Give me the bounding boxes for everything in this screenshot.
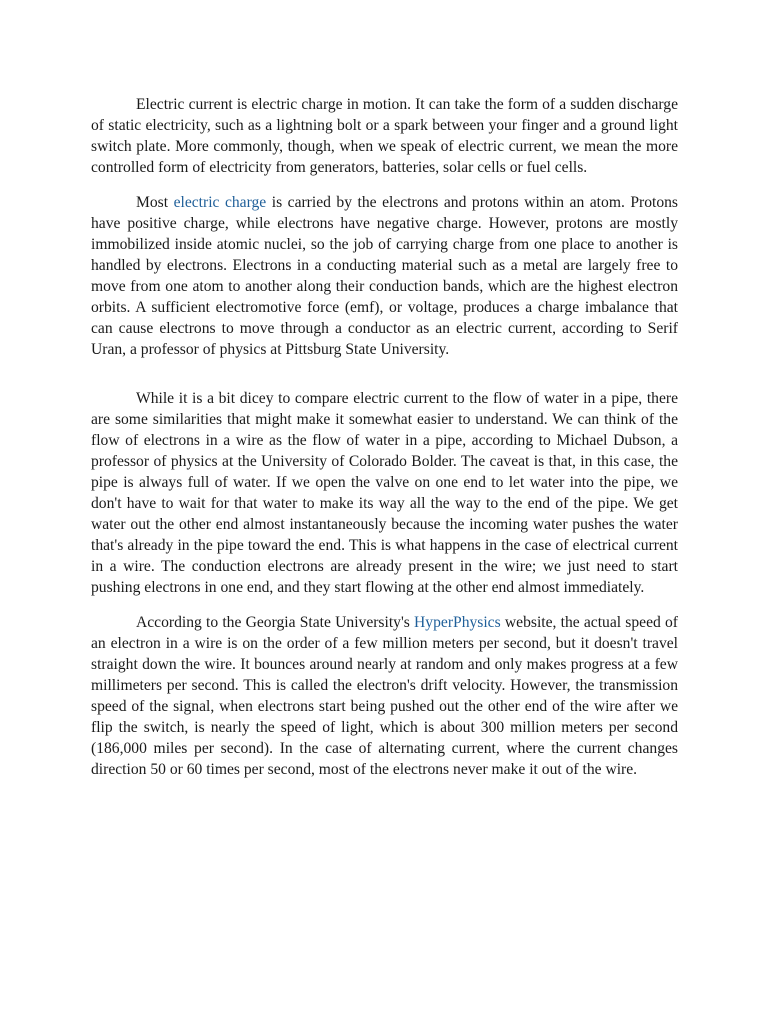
document-body <box>91 94 678 780</box>
hyperphysics-link[interactable]: HyperPhysics <box>414 614 501 631</box>
paragraph-electric-charge <box>91 192 678 360</box>
paragraph-text: According to the Georgia State University's <box>136 614 415 631</box>
paragraph-spacer <box>91 178 678 192</box>
paragraph-water-analogy: While it is a bit dicey to compare electric current to the flow of water in a pipe, there are some similarities that might make it somewhat easier to understand. We can think of the flow of electrons in a wire as the flow of water in a pipe, according to Michael Dubson, a professor of physics at the University of Colorado Bolder. The caveat is that, in this case, the pipe is always full of water. If we open the valve on one end to let water into the pipe, we don't have to wait for that water to make its way all the way to the end of the pipe. We get water out the other end almost instantaneously because the incoming water pushes the water that's already in the pipe toward the end. This is what happens in the case of electrical current in a wire. The conduction electrons are already present in the wire; we just need to start pushing electrons in one end, and they start flowing at the other end almost immediately. <box>91 390 678 596</box>
paragraph-drift-velocity <box>91 612 678 780</box>
paragraph-text: is carried by the electrons and protons within an atom. Protons have positive charge, while electrons have negative charge. However, protons are mostly immobilized inside atomic nuclei, so the job of carrying charge from one place to another is handled by electrons. Electrons in a conducting material such as a metal are largely free to move from one atom to another along their conduction bands, which are the highest electron orbits. A sufficient electromotive force (emf), or voltage, produces a charge imbalance that can cause electrons to move through a conductor as an electric current, according to Serif Uran, a professor of physics at Pittsburg State University. <box>91 194 679 358</box>
paragraph-spacer <box>91 598 678 612</box>
paragraph-text: Most <box>136 194 174 211</box>
paragraph-electric-current-intro: Electric current is electric charge in motion. It can take the form of a sudden discharge of static electricity, such as a lightning bolt or a spark between your finger and a ground light switch plate. More commonly, though, when we speak of electric current, we mean the more controlled form of electricity from generators, batteries, solar cells or fuel cells. <box>91 96 678 176</box>
paragraph-text: website, the actual speed of an electron in a wire is on the order of a few million meters per second, but it doesn't travel straight down the wire. It bounces around nearly at random and only makes progress at a few millimeters per second. This is called the electron's drift velocity. However, the transmission speed of the signal, when electrons start being pushed out the other end of the wire after we flip the switch, is nearly the speed of light, which is about 300 million meters per second (186,000 miles per second). In the case of alternating current, where the current changes direction 50 or 60 times per second, most of the electrons never make it out of the wire. <box>91 614 679 778</box>
electric-charge-link[interactable]: electric charge <box>173 194 267 211</box>
paragraph-spacer <box>91 360 678 388</box>
